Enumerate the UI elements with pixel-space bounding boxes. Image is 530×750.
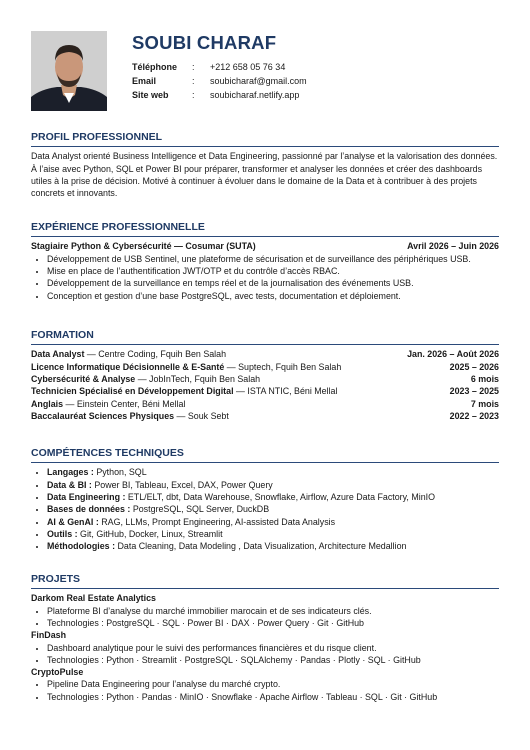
formation-school: — ISTA NTIC, Béni Mellal — [233, 386, 338, 397]
section-profil — [31, 130, 499, 200]
formation-row — [31, 348, 499, 360]
formation-dates: 6 mois — [470, 374, 499, 385]
profil-text: Data Analyst orienté Business Intelligence et Data Engineering, passionné par l’analyse et la valorisation des données. À l’aise avec Python, SQL et Power BI pour préparer, transformer et analyser les données et créer des dashboards utiles à la prise de décision. Motivé à continuer à évoluer dans le domaine de la Data et à contribuer à des projets concrets et innovants. — [31, 151, 498, 199]
contact-phone — [132, 60, 307, 74]
candidate-name: SOUBI CHARAF — [132, 32, 277, 53]
project-name: CryptoPulse — [31, 667, 84, 678]
formation-degree: Technicien Spécialisé en Développement Digital — [31, 386, 234, 397]
list-item — [47, 479, 499, 491]
list-item: • Plateforme BI d’analyse du marché immobilier marocain et de ses indicateurs clés. — [47, 605, 499, 617]
formation-school: — JobInTech, Fquih Ben Salah — [135, 374, 261, 385]
formation-row — [31, 373, 499, 385]
formation-school: — Centre Coding, Fquih Ben Salah — [84, 349, 227, 360]
list-item — [47, 528, 499, 540]
contact-website — [132, 88, 307, 102]
list-item: • Technologies : PostgreSQL · SQL · Power BI · DAX · Power Query · Git · GitHub — [47, 617, 499, 629]
section-competences — [31, 446, 499, 552]
formation-degree: Cybersécurité & Analyse — [31, 374, 136, 385]
skill-values: Power BI, Tableau, Excel, DAX, Power Query — [91, 479, 273, 490]
list-item: • Pipeline Data Engineering pour l’analyse du marché crypto. — [47, 678, 499, 690]
list-item: • Technologies : Python · Streamlit · PostgreSQL · SQLAlchemy · Pandas · Plotly · SQL · GitHub — [47, 654, 499, 666]
formation-school: — Souk Sebt — [174, 410, 229, 421]
contact-email-link[interactable]: soubicharaf@gmail.com — [210, 76, 307, 86]
formation-dates: 2022 – 2023 — [449, 410, 499, 421]
formation-dates: 2023 – 2025 — [449, 386, 499, 397]
skill-values: Data Cleaning, Data Modeling , Data Visualization, Architecture Medallion — [115, 541, 407, 552]
skill-category: Méthodologies : — [47, 541, 116, 552]
skill-values: RAG, LLMs, Prompt Engineering, AI-assisted Data Analysis — [98, 516, 336, 527]
formation-row — [31, 398, 499, 410]
section-experience — [31, 220, 499, 302]
skill-values: PostgreSQL, SQL Server, DuckDB — [130, 504, 270, 515]
skill-category: AI & GenAI : — [47, 516, 99, 527]
section-title: FORMATION — [31, 328, 499, 345]
list-item — [47, 516, 499, 528]
list-item — [47, 466, 499, 478]
profile-photo — [31, 31, 107, 111]
skill-category: Data Engineering : — [47, 492, 126, 503]
formation-school: — Suptech, Fquih Ben Salah — [224, 361, 342, 372]
skill-category: Langages : — [47, 467, 94, 478]
skill-category: Data & BI : — [47, 479, 92, 490]
formation-row — [31, 410, 499, 422]
project-bullets — [31, 605, 499, 630]
formation-dates: 2025 – 2026 — [449, 361, 499, 372]
section-projets — [31, 572, 499, 703]
list-item — [47, 503, 499, 515]
project-name: Darkom Real Estate Analytics — [31, 593, 156, 604]
list-item: • Technologies : Python · Pandas · MinIO · Snowflake · Apache Airflow · Tableau · SQL · Git · GitHub — [47, 691, 499, 703]
formation-dates: Jan. 2026 – Août 2026 — [407, 349, 499, 360]
skill-values: Git, GitHub, Docker, Linux, Streamlit — [77, 528, 223, 539]
contact-label: Téléphone — [132, 62, 178, 72]
skill-category: Outils : — [47, 528, 78, 539]
skill-values: ETL/ELT, dbt, Data Warehouse, Snowflake, Airflow, Azure Data Factory, MinIO — [125, 492, 436, 503]
formation-degree: Anglais — [31, 398, 64, 409]
section-title: EXPÉRIENCE PROFESSIONNELLE — [31, 220, 499, 237]
contact-separator: : — [192, 90, 195, 100]
formation-row — [31, 361, 499, 373]
formation-dates: 7 mois — [470, 398, 499, 409]
profile-photo-image — [31, 31, 107, 111]
contact-info — [132, 60, 307, 102]
project-name: FinDash — [31, 630, 67, 641]
experience-bullets — [31, 253, 499, 302]
section-title: PROJETS — [31, 572, 499, 589]
experience-role: Stagiaire Python & Cybersécurité — Cosumar (SUTA) — [31, 241, 256, 252]
list-item — [47, 540, 499, 552]
skill-values: Python, SQL — [93, 467, 147, 478]
list-item: • Mise en place de l’authentification JWT/OTP et du contrôle d’accès RBAC. — [47, 265, 499, 277]
formation-degree: Data Analyst — [31, 349, 85, 360]
contact-separator: : — [192, 62, 195, 72]
skill-category: Bases de données : — [47, 504, 131, 515]
list-item: • Développement de la surveillance en temps réel et de la journalisation des événements USB. — [47, 277, 499, 289]
list-item: • Développement de USB Sentinel, une plateforme de sécurisation et de surveillance des périphériques USB. — [47, 253, 499, 265]
list-item: • Conception et gestion d’une base PostgreSQL, avec tests, documentation et déploiement. — [47, 290, 499, 302]
list-item — [47, 491, 499, 503]
list-item: • Dashboard analytique pour le suivi des performances financières et du risque client. — [47, 642, 499, 654]
contact-website-link[interactable]: soubicharaf.netlify.app — [210, 90, 300, 100]
formation-school: — Einstein Center, Béni Mellal — [63, 398, 186, 409]
formation-row — [31, 385, 499, 397]
experience-dates: Avril 2026 – Juin 2026 — [407, 241, 499, 252]
experience-header — [31, 240, 499, 252]
section-title: COMPÉTENCES TECHNIQUES — [31, 446, 499, 463]
project-bullets — [31, 678, 499, 703]
contact-phone-value: +212 658 05 76 34 — [210, 62, 286, 72]
contact-separator: : — [192, 76, 195, 86]
contact-email — [132, 74, 307, 88]
section-formation — [31, 328, 499, 422]
section-title: PROFIL PROFESSIONNEL — [31, 130, 499, 147]
contact-label: Email — [132, 76, 157, 86]
competences-list — [31, 466, 499, 552]
formation-degree: Licence Informatique Décisionnelle & E-Santé — [31, 361, 225, 372]
formation-degree: Baccalauréat Sciences Physiques — [31, 410, 175, 421]
contact-label: Site web — [132, 90, 169, 100]
project-bullets — [31, 642, 499, 667]
